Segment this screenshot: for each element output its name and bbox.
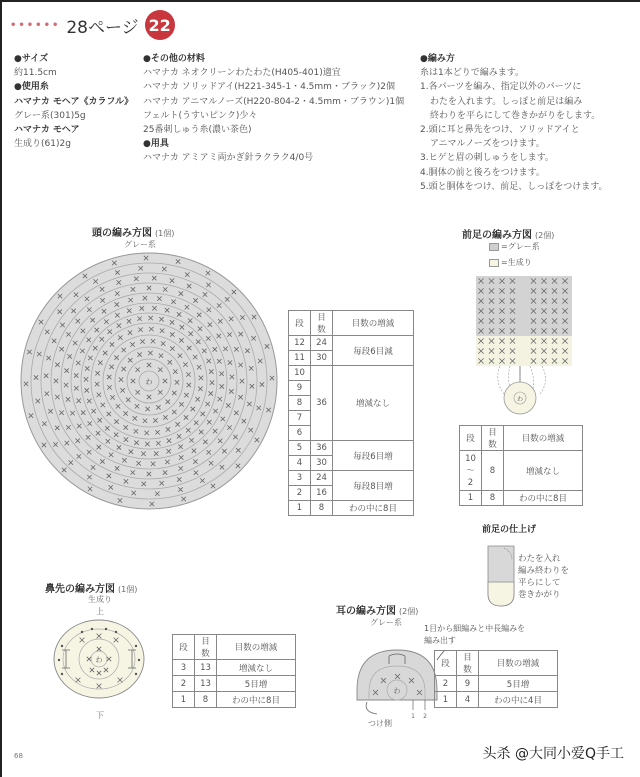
col-header-row: 段 (289, 311, 311, 336)
legend-natural (489, 257, 532, 268)
row-num: 1 (173, 692, 195, 708)
stitch-count: 4 (457, 692, 479, 708)
col-header-change: 目数の増減 (333, 311, 414, 336)
ear-yarn-label: グレー系 (370, 618, 402, 627)
head-stitch-table (288, 310, 414, 516)
front-leg-count: (2個) (535, 231, 555, 240)
stitch-count: 8 (311, 501, 333, 516)
row-num: 2 (173, 676, 195, 692)
stitch-change: わの中に4目 (479, 692, 558, 708)
col-header-change: 目数の増減 (217, 635, 296, 660)
ear-note-line: 編み出す (424, 636, 456, 645)
stitch-count: 30 (311, 351, 333, 366)
ear-count: (2個) (399, 607, 419, 616)
head-crochet-chart (18, 250, 280, 512)
row-num: 8 (289, 396, 311, 411)
muzzle-stitch-table (172, 634, 296, 708)
stitch-count: 30 (311, 456, 333, 471)
row-num: 7 (289, 411, 311, 426)
row-num: 3 (289, 471, 311, 486)
stitch-change: わの中に8目 (217, 692, 296, 708)
page-top-border (0, 0, 640, 2)
method-step-1: 1.各パーツを編み、指定以外のパーツに (420, 82, 582, 93)
tool-item: ハマナカ アミアミ両かぎ針ラクラク4/0号 (143, 153, 314, 164)
col-header-stitches: 目数 (457, 651, 479, 676)
size-value: 約11.5cm (14, 68, 57, 79)
yarn-detail-2: 生成り(61)2g (14, 139, 71, 150)
method-intro: 糸は1本どりで編みます。 (420, 68, 525, 79)
ear-title-text: 耳の編み方図 (336, 606, 396, 617)
ear-stitch-table (434, 650, 558, 708)
material-item: ハマナカ ネオクリーンわたわた(H405-401)適宜 (143, 68, 341, 79)
watermark: 头杀 @大同小爱Q手工 (482, 746, 624, 762)
row-num: 1 (435, 692, 457, 708)
method-section (420, 52, 608, 194)
size-yarn-section (14, 52, 133, 151)
front-leg-stitch-table (459, 425, 583, 506)
stitch-count: 8 (195, 692, 217, 708)
yarn-brand-2: ハマナカ モヘア (14, 125, 80, 136)
stitch-count: 8 (482, 451, 504, 491)
muzzle-title-text: 鼻先の編み方図 (45, 584, 115, 595)
ear-diagram-title (336, 602, 418, 617)
page-reference: 28ページ (66, 17, 139, 38)
muzzle-center-magic-ring: わ (95, 656, 103, 664)
stitch-count: 13 (195, 676, 217, 692)
row-range-bottom: 2 (467, 477, 474, 488)
row-num: 1 (460, 491, 482, 506)
finish-note-line: わたを入れ (518, 554, 561, 564)
row-num: 3 (173, 660, 195, 676)
front-leg-finish-note (518, 553, 569, 601)
row-num: 2 (289, 486, 311, 501)
stitch-change: 毎段6目減 (333, 336, 414, 366)
method-step-1-cont: 終わりを平らにして巻きかがりをします。 (430, 110, 601, 121)
finish-note-line: 編み終わりを (518, 566, 570, 576)
head-title-text: 頭の編み方図 (92, 228, 152, 239)
front-leg-finish-illustration (486, 544, 516, 608)
other-materials-heading: ●その他の材料 (143, 54, 205, 64)
gray-swatch (489, 243, 499, 251)
muzzle-count: (1個) (118, 585, 138, 594)
method-step-3: 3.ヒゲと眉の刺しゅうをします。 (420, 153, 554, 164)
method-step-4: 4.胴体の前と後ろをつけます。 (420, 167, 545, 178)
front-leg-crochet-chart (474, 276, 574, 416)
method-heading: ●編み方 (420, 54, 455, 64)
stitch-count: 24 (311, 336, 333, 351)
finish-note-line: 巻きかがり (518, 590, 561, 600)
stitch-count: 8 (482, 491, 504, 506)
muzzle-yarn-label: 生成り (88, 595, 112, 604)
row-num: 10 (289, 366, 311, 381)
stitch-count: 13 (195, 660, 217, 676)
stitch-change: 増減なし (504, 451, 583, 491)
ear-attach-side-label: つけ側 (368, 719, 392, 728)
method-step-5: 5.頭と胴体をつけ、前足、しっぽをつけます。 (420, 181, 608, 192)
method-step-1-cont: わたを入れます。しっぽと前足は編み (430, 96, 583, 107)
page-number: 68 (14, 752, 23, 760)
size-heading: ●サイズ (14, 54, 49, 64)
ear-note-line: 1目から細編みと中長編みを (424, 624, 526, 633)
row-num: 12 (289, 336, 311, 351)
row-num: 4 (289, 456, 311, 471)
head-diagram-title (92, 224, 174, 239)
method-step-2-cont: アニマルノーズをつけます。 (430, 139, 545, 150)
ear-center-magic-ring: わ (393, 687, 401, 695)
head-count: (1個) (155, 229, 175, 238)
front-leg-diagram-title (462, 226, 554, 241)
stitch-change: 毎段8目増 (333, 471, 414, 501)
stitch-change: わの中に8目 (504, 491, 583, 506)
col-header-change: 目数の増減 (504, 426, 583, 451)
row-num: 5 (289, 441, 311, 456)
method-step-2: 2.頭に耳と鼻先をつけ、ソリッドアイと (420, 125, 580, 136)
pattern-number-badge: 22 (145, 10, 175, 40)
col-header-stitches: 目数 (482, 426, 504, 451)
legend-gray (489, 241, 540, 252)
col-header-row: 段 (460, 426, 482, 451)
ear-arrow-2-label: 2 (423, 713, 427, 720)
stitch-change: 5目増 (217, 676, 296, 692)
material-item: ハマナカ アニマルノーズ(H220-804-2・4.5mm・ブラウン)1個 (143, 96, 405, 107)
tools-heading: ●用具 (143, 139, 169, 150)
col-header-stitches: 目数 (195, 635, 217, 660)
stitch-count: 24 (311, 471, 333, 486)
col-header-stitches: 目数 (311, 311, 333, 336)
front-leg-center-magic-ring: わ (516, 396, 524, 403)
ear-crochet-chart (355, 640, 445, 720)
yarn-detail-1: グレー系(301)5g (14, 110, 86, 121)
stitch-count: 36 (311, 366, 333, 441)
stitch-change: わの中に8目 (333, 501, 414, 516)
front-leg-title-text: 前足の編み方図 (462, 230, 532, 241)
decorative-dots: •••••• (10, 19, 61, 31)
row-num: 9 (289, 381, 311, 396)
ear-arrow-1-label: 1 (411, 713, 415, 720)
yarn-heading: ●使用糸 (14, 82, 49, 93)
front-leg-finish-title: 前足の仕上げ (482, 525, 537, 535)
row-range-top: 10 (465, 453, 476, 464)
row-num: 6 (289, 426, 311, 441)
page-header (10, 10, 175, 40)
stitch-change: 毎段6目増 (333, 441, 414, 471)
col-header-row: 段 (435, 651, 457, 676)
page-left-border (0, 0, 2, 777)
finish-note-line: 平らにして (518, 578, 561, 588)
row-num: 11 (289, 351, 311, 366)
muzzle-bottom-label: 下 (96, 711, 104, 720)
muzzle-top-label: 上 (96, 607, 104, 616)
stitch-change: 増減なし (217, 660, 296, 676)
row-num: 1 (289, 501, 311, 516)
col-header-row: 段 (173, 635, 195, 660)
muzzle-crochet-chart (52, 618, 146, 700)
material-item: フェルト(うすいピンク)少々 (143, 110, 258, 121)
row-num: 2 (435, 676, 457, 692)
material-item: ハマナカ ソリッドアイ(H221-345-1・4.5mm・ブラック)2個 (143, 82, 396, 93)
stitch-change: 5目増 (479, 676, 558, 692)
materials-section (143, 52, 404, 166)
row-num (460, 451, 482, 491)
stitch-change: 増減なし (333, 366, 414, 441)
natural-swatch (489, 259, 499, 267)
head-yarn-label: グレー系 (124, 240, 156, 249)
col-header-change: 目数の増減 (479, 651, 558, 676)
material-item: 25番刺しゅう糸(濃い茶色) (143, 125, 252, 136)
legend-gray-label: =グレー系 (501, 242, 540, 251)
muzzle-diagram-title (45, 580, 137, 595)
stitch-count: 16 (311, 486, 333, 501)
head-center-magic-ring: わ (145, 378, 153, 386)
legend-natural-label: =生成り (501, 258, 532, 267)
row-range-sep: 〜 (466, 465, 475, 476)
stitch-count: 9 (457, 676, 479, 692)
stitch-count: 36 (311, 441, 333, 456)
yarn-brand-1: ハマナカ モヘア《カラフル》 (14, 96, 134, 107)
